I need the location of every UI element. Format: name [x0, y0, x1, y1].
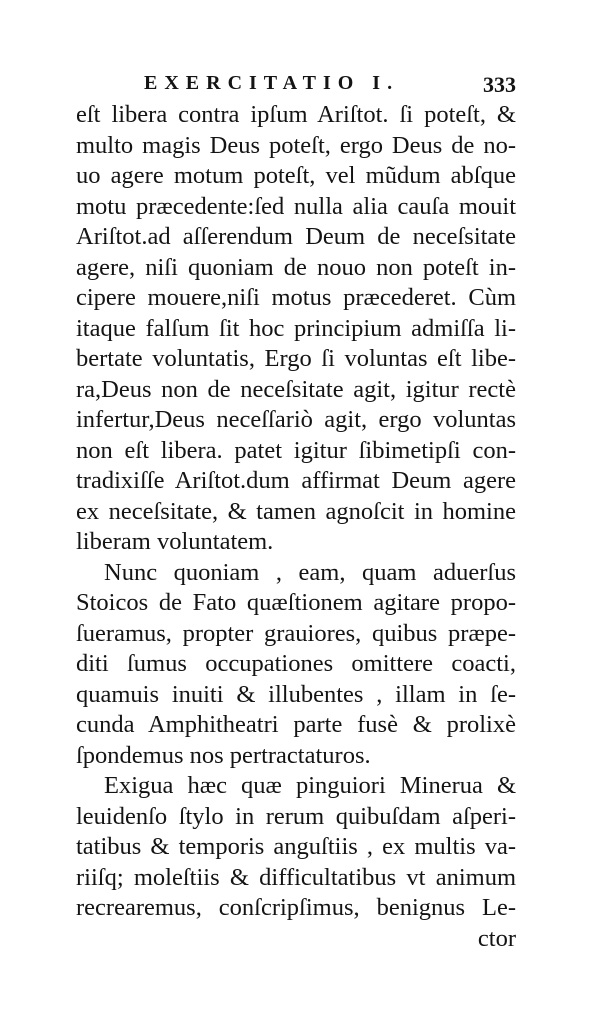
- text-line: cunda Amphitheatri parte fusè & prolixè: [76, 711, 516, 738]
- text-line: tradixiſſe Ariſtot.dum affirmat Deum agere: [76, 467, 516, 494]
- text-line: cipere mouere,niſi motus præcederet. Cùm: [76, 284, 516, 311]
- text-line: bertate voluntatis, Ergo ſi voluntas eſt libe-: [76, 345, 516, 372]
- paragraph-1: [76, 100, 516, 558]
- text-line: ſpondemus nos pertractaturos.: [76, 741, 371, 769]
- text-line: Stoicos de Fato quæſtionem agitare propo-: [76, 589, 516, 616]
- text-line: quamuis inuiti & illubentes , illam in ſe-: [76, 680, 516, 708]
- text-line: riiſq; moleſtiis & difficultatibus vt animum: [76, 863, 516, 891]
- page-number: 333: [483, 72, 516, 97]
- text-line: multo magis Deus poteſt, ergo Deus de no-: [76, 131, 516, 159]
- text-line: uo agere motum poteſt, vel mũdum abſque: [76, 162, 516, 189]
- text-line: tatibus & temporis anguſtiis , ex multis va-: [76, 833, 516, 860]
- text-line: ſueramus, propter grauiores, quibus præpe-: [76, 619, 516, 647]
- text-line: itaque falſum ſit hoc principium admiſſa li-: [76, 314, 516, 342]
- text-line: Nunc quoniam , eam, quam aduerſus: [104, 558, 516, 586]
- body-text: [76, 100, 516, 954]
- text-line: agere, niſi quoniam de nouo non poteſt in-: [76, 253, 516, 281]
- text-line: leuidenſo ſtylo in rerum quibuſdam aſperi-: [76, 802, 516, 830]
- text-line: non eſt libera. patet igitur ſibimetipſi con-: [76, 436, 516, 464]
- catchword: ctor: [477, 924, 516, 952]
- text-line: diti ſumus occupationes omittere coacti,: [76, 650, 516, 677]
- text-line: motu præcedente:ſed nulla alia cauſa mouit: [76, 192, 516, 220]
- paragraph-3: [76, 771, 516, 924]
- text-line: ra,Deus non de neceſsitate agit, igitur rectè: [76, 375, 516, 403]
- text-line: ex neceſsitate, & tamen agnoſcit in homine: [76, 497, 516, 525]
- text-line: eſt libera contra ipſum Ariſtot. ſi poteſt, &: [76, 101, 516, 128]
- text-line: infertur,Deus neceſſariò agit, ergo voluntas: [76, 406, 516, 433]
- paragraph-2: [76, 558, 516, 772]
- text-line: Ariſtot.ad aſſerendum Deum de neceſsitate: [76, 223, 516, 250]
- running-head: [76, 72, 516, 102]
- text-line: liberam voluntatem.: [76, 528, 274, 555]
- running-title: EXERCITATIO I.: [144, 72, 400, 94]
- text-line: recrearemus, conſcripſimus, benignus Le-: [76, 894, 516, 921]
- text-line: Exigua hæc quæ pinguiori Minerua &: [104, 772, 516, 799]
